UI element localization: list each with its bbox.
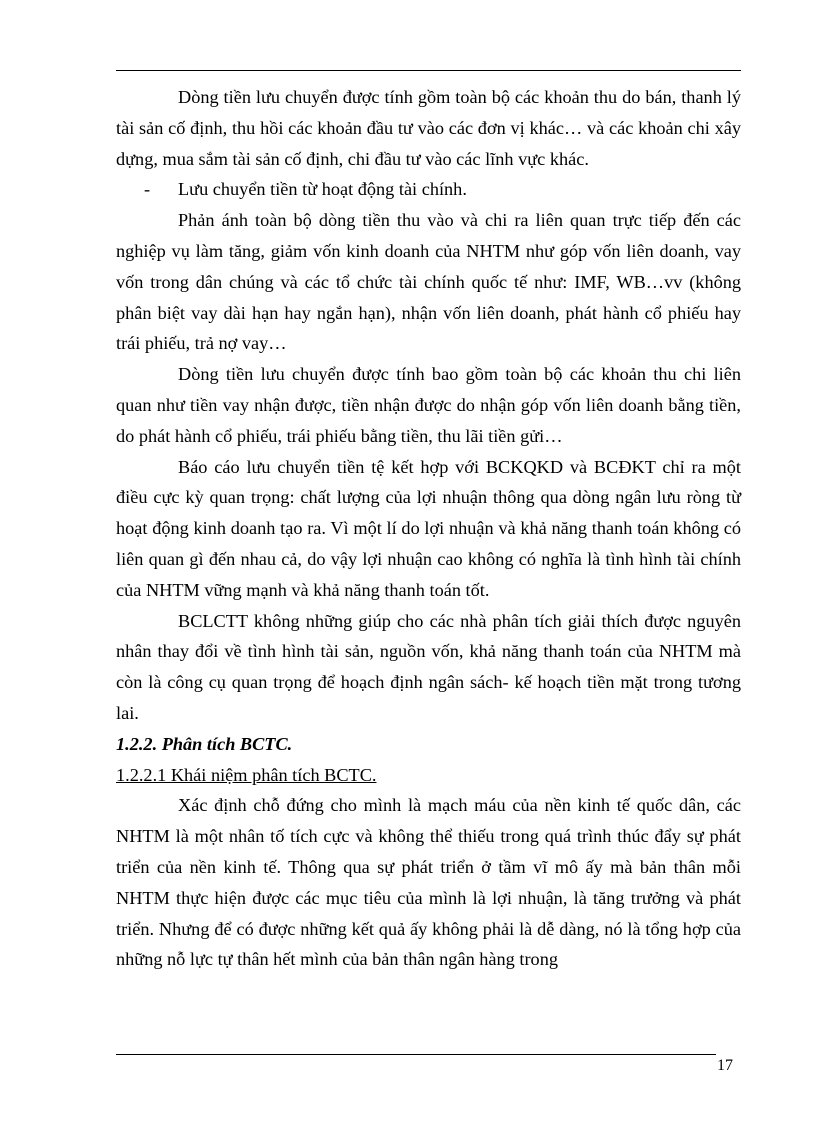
bullet-dash: - [144,179,151,200]
bullet-text: Lưu chuyển tiền từ hoạt động tài chính. [178,179,467,200]
paragraph-cash-flow-report: Báo cáo lưu chuyển tiền tệ kết hợp với BCKQKD và BCĐKT chỉ ra một điều cực kỳ quan trọng: chất lượng của lợi nhuận thông qua dòng ngân lưu ròng từ hoạt động kinh doanh tạo ra. Vì một lí do lợi nhuận và khả năng thanh toán không có liên quan gì đến nhau cả, do vậy lợi nhuận cao không có nghĩa là tình hình tài chính của NHTM vững mạnh và khả năng thanh toán tốt. [116,456,741,600]
header-rule [116,70,741,71]
paragraph-cash-flow-investing: Dòng tiền lưu chuyển được tính gồm toàn bộ các khoản thu do bán, thanh lý tài sản cố định, thu hồi các khoản đầu tư vào các đơn vị khác… và các khoản chi xây dựng, mua sắm tài sản cố định, chi đầu tư vào các lĩnh vực khác. [116,87,741,169]
body-text [116,82,741,975]
footer-rule [116,1054,716,1055]
paragraph-cash-flow-financing: Dòng tiền lưu chuyển được tính bao gồm toàn bộ các khoản thu chi liên quan như tiền vay nhận được, tiền nhận được do nhận góp vốn liên doanh bằng tiền, do phát hành cổ phiếu, trái phiếu bằng tiền, thu lãi tiền gửi… [116,364,741,446]
paragraph-financing-description: Phản ánh toàn bộ dòng tiền thu vào và chi ra liên quan trực tiếp đến các nghiệp vụ làm tăng, giảm vốn kinh doanh của NHTM như góp vốn liên doanh, vay vốn trong dân chúng và các tổ chức tài chính quốc tế như: IMF, WB…vv (không phân biệt vay dài hạn hay ngắn hạn), nhận vốn liên doanh, phát hành cổ phiếu hay trái phiếu, trả nợ vay… [116,210,741,354]
page-number: 17 [717,1057,733,1074]
subsection-heading-1-2-2-1: 1.2.2.1 Khái niệm phân tích BCTC. [116,764,377,785]
paragraph-concept: Xác định chỗ đứng cho mình là mạch máu của nền kinh tế quốc dân, các NHTM là một nhân tố tích cực và không thể thiếu trong quá trình thúc đẩy sự phát triển của nền kinh tế. Thông qua sự phát triển ở tầm vĩ mô ấy mà bản thân mỗi NHTM thực hiện được các mục tiêu của mình là lợi nhuận, là tăng trưởng và phát triển. Nhưng để có được những kết quả ấy không phải là dễ dàng, nó là tổng hợp của những nỗ lực tự thân hết mình của bản thân ngân hàng trong [116,795,741,970]
paragraph-bclctt: BCLCTT không những giúp cho các nhà phân tích giải thích được nguyên nhân thay đổi về tình hình tài sản, nguồn vốn, khả năng thanh toán của NHTM mà còn là công cụ quan trọng để hoạch định ngân sách- kế hoạch tiền mặt trong tương lai. [116,610,741,723]
bullet-financing-activities [116,174,741,205]
section-heading-1-2-2: 1.2.2. Phân tích BCTC. [116,733,293,754]
